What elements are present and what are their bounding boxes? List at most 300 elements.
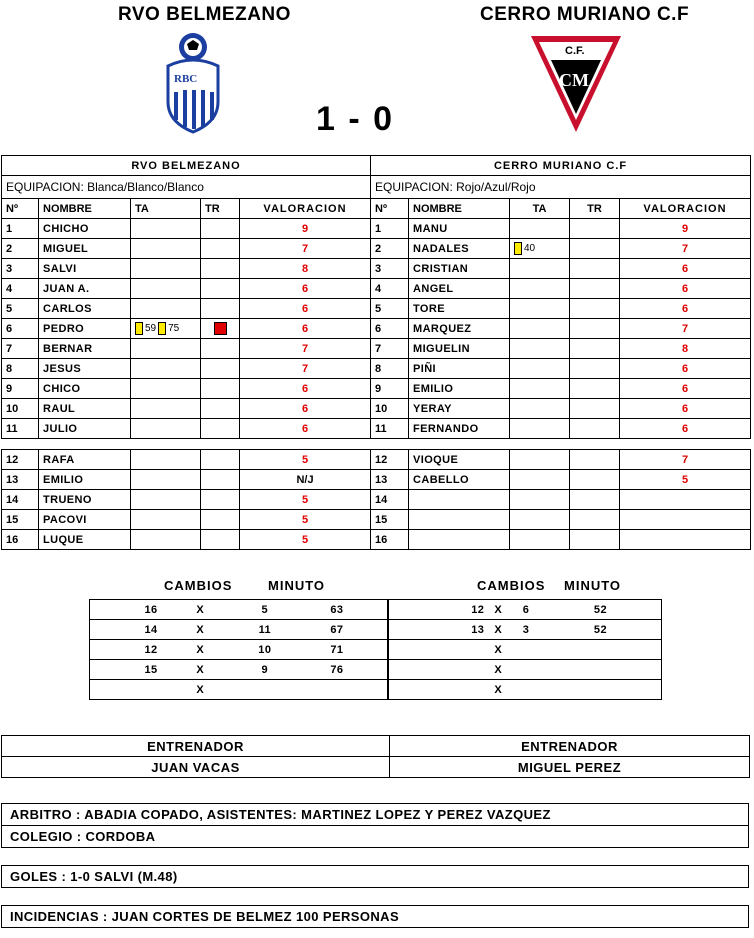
home-starters — [2, 219, 371, 439]
home-changes-label: CAMBIOS — [164, 578, 233, 593]
yellow-cards-cell — [510, 470, 570, 490]
player-number: 7 — [2, 339, 39, 359]
substitution-minute — [287, 684, 387, 696]
red-card-cell — [570, 379, 620, 399]
substitution-cell — [389, 600, 662, 620]
player-number: 10 — [371, 399, 409, 419]
table-row — [371, 359, 751, 379]
table-row — [371, 319, 751, 339]
away-coach-label: ENTRENADOR — [390, 736, 750, 757]
player-rating: 7 — [620, 239, 751, 259]
table-row — [371, 299, 751, 319]
red-card-cell — [201, 450, 240, 470]
player-rating: 6 — [620, 379, 751, 399]
player-rating: 7 — [620, 450, 751, 470]
player-rating: 7 — [240, 339, 371, 359]
red-card-cell — [570, 239, 620, 259]
player-number: 12 — [371, 450, 409, 470]
yellow-cards-cell — [131, 219, 201, 239]
swap-x: X — [494, 603, 503, 616]
yellow-cards-cell — [510, 339, 570, 359]
player-rating: 5 — [620, 470, 751, 490]
red-card-cell — [570, 259, 620, 279]
swap-x: X — [494, 623, 503, 636]
player-in: 5 — [261, 603, 269, 616]
player-name: MANU — [409, 219, 510, 239]
player-name: JESUS — [39, 359, 131, 379]
red-card-cell — [570, 359, 620, 379]
referee-college: COLEGIO : CORDOBA — [1, 825, 749, 848]
player-out — [90, 684, 158, 696]
red-card-cell — [570, 510, 620, 530]
player-rating — [620, 490, 751, 510]
player-name: PACOVI — [39, 510, 131, 530]
player-number: 14 — [2, 490, 39, 510]
substitution-cell — [389, 620, 662, 640]
player-number: 11 — [371, 419, 409, 439]
player-name: TORE — [409, 299, 510, 319]
substitution-minute — [540, 644, 661, 656]
yellow-cards-cell — [510, 419, 570, 439]
yellow-cards-cell — [510, 299, 570, 319]
player-rating: 6 — [240, 319, 371, 339]
table-row — [2, 359, 371, 379]
swap-x: X — [196, 663, 205, 676]
table-row — [371, 399, 751, 419]
substitution-cell — [90, 640, 388, 660]
player-rating: 6 — [620, 419, 751, 439]
yellow-cards-cell — [131, 379, 201, 399]
yellow-cards-cell — [131, 419, 201, 439]
player-out — [389, 684, 484, 696]
player-out: 16 — [144, 603, 158, 616]
player-number: 14 — [371, 490, 409, 510]
table-row — [2, 399, 371, 419]
red-card-cell — [570, 319, 620, 339]
red-card-cell — [570, 299, 620, 319]
red-card-cell — [570, 450, 620, 470]
player-name: EMILIO — [409, 379, 510, 399]
home-kit: EQUIPACION: Blanca/Blanco/Blanco — [2, 176, 371, 199]
player-number: 11 — [2, 419, 39, 439]
substitution-row — [90, 620, 388, 640]
home-crest-initials: RBC — [174, 73, 198, 85]
player-name: TRUENO — [39, 490, 131, 510]
substitution-minute: 52 — [593, 603, 607, 616]
player-number: 16 — [371, 530, 409, 550]
player-number: 13 — [371, 470, 409, 490]
away-team-title: CERRO MURIANO C.F — [480, 4, 690, 25]
yellow-cards-cell — [510, 279, 570, 299]
red-card-cell — [570, 279, 620, 299]
red-card-cell — [201, 379, 240, 399]
substitution-row — [90, 640, 388, 660]
table-row — [371, 530, 751, 550]
player-out: 12 — [471, 603, 485, 616]
substitution-row — [90, 680, 388, 700]
yellow-cards-cell — [131, 279, 201, 299]
substitution-cell — [90, 660, 388, 680]
player-name — [409, 490, 510, 510]
red-card-cell — [201, 299, 240, 319]
player-number: 4 — [2, 279, 39, 299]
player-out: 13 — [471, 623, 485, 636]
red-card-icon — [214, 322, 227, 335]
away-substitutes — [371, 450, 751, 550]
away-changes-label: CAMBIOS — [477, 578, 546, 593]
col-tr: TR — [570, 199, 620, 219]
player-name: ANGEL — [409, 279, 510, 299]
table-row — [2, 530, 371, 550]
away-crest-initials: C.F. — [565, 45, 585, 57]
table-row — [2, 319, 371, 339]
player-number: 1 — [2, 219, 39, 239]
away-lineup-table — [370, 155, 751, 550]
away-coach-name: MIGUEL PEREZ — [390, 757, 750, 778]
yellow-card-icon — [514, 242, 522, 255]
player-number: 3 — [371, 259, 409, 279]
substitution-cell — [90, 680, 388, 700]
table-row — [371, 470, 751, 490]
match-score: 1 - 0 — [316, 100, 395, 138]
player-number: 9 — [2, 379, 39, 399]
player-name: MARQUEZ — [409, 319, 510, 339]
red-card-cell — [201, 359, 240, 379]
player-name: RAFA — [39, 450, 131, 470]
player-rating: 6 — [240, 279, 371, 299]
red-card-cell — [570, 470, 620, 490]
home-lineup-table — [1, 155, 371, 550]
card-minute: 40 — [524, 243, 536, 254]
substitution-minute — [540, 684, 661, 696]
red-card-cell — [570, 419, 620, 439]
col-tr: TR — [201, 199, 240, 219]
table-row — [371, 379, 751, 399]
swap-x: X — [196, 683, 205, 696]
away-crest-monogram: CM — [559, 70, 589, 90]
player-name: BERNAR — [39, 339, 131, 359]
away-crest-logo — [529, 34, 623, 134]
table-row — [2, 299, 371, 319]
col-num: Nº — [371, 199, 409, 219]
player-rating: 6 — [620, 399, 751, 419]
player-number: 6 — [2, 319, 39, 339]
away-starters — [371, 219, 751, 439]
home-coach-name: JUAN VACAS — [2, 757, 390, 778]
player-rating: 6 — [620, 359, 751, 379]
player-out — [389, 664, 484, 676]
substitution-minute: 67 — [330, 623, 344, 636]
col-ta: TA — [131, 199, 201, 219]
player-in: 9 — [261, 663, 269, 676]
yellow-cards-cell — [131, 359, 201, 379]
substitution-cell — [90, 620, 388, 640]
player-rating: 5 — [240, 510, 371, 530]
player-rating: 9 — [240, 219, 371, 239]
yellow-cards-cell — [131, 450, 201, 470]
player-out: 15 — [144, 663, 158, 676]
table-row — [371, 510, 751, 530]
substitution-row — [389, 620, 662, 640]
red-card-cell — [201, 259, 240, 279]
yellow-cards-cell — [510, 359, 570, 379]
table-row — [2, 510, 371, 530]
yellow-card-icon — [158, 322, 166, 335]
home-crest-logo — [160, 30, 226, 134]
player-number: 15 — [2, 510, 39, 530]
player-name: EMILIO — [39, 470, 131, 490]
substitution-minute — [540, 664, 661, 676]
yellow-cards-cell — [131, 299, 201, 319]
table-row — [2, 259, 371, 279]
player-number: 2 — [2, 239, 39, 259]
coaches-table — [1, 735, 750, 778]
col-val: VALORACION — [620, 199, 751, 219]
player-in: 10 — [258, 643, 272, 656]
player-in — [512, 684, 540, 696]
player-number: 3 — [2, 259, 39, 279]
player-name: CABELLO — [409, 470, 510, 490]
player-name — [409, 510, 510, 530]
player-name: CRISTIAN — [409, 259, 510, 279]
table-row — [371, 450, 751, 470]
player-rating: 8 — [240, 259, 371, 279]
yellow-cards-cell — [510, 239, 570, 259]
player-name — [409, 530, 510, 550]
yellow-cards-cell — [131, 510, 201, 530]
red-card-cell — [201, 219, 240, 239]
player-name: NADALES — [409, 239, 510, 259]
col-val: VALORACION — [240, 199, 371, 219]
player-number: 8 — [2, 359, 39, 379]
player-name: CHICHO — [39, 219, 131, 239]
player-rating: 6 — [240, 379, 371, 399]
away-kit: EQUIPACION: Rojo/Azul/Rojo — [371, 176, 751, 199]
red-card-cell — [201, 510, 240, 530]
player-name: PEDRO — [39, 319, 131, 339]
substitution-minute: 76 — [330, 663, 344, 676]
goals-info: GOLES : 1-0 SALVI (M.48) — [1, 865, 749, 888]
substitution-cell — [389, 660, 662, 680]
col-name: NOMBRE — [409, 199, 510, 219]
player-name: YERAY — [409, 399, 510, 419]
player-rating: 5 — [240, 530, 371, 550]
player-number: 8 — [371, 359, 409, 379]
substitution-row — [90, 660, 388, 680]
yellow-cards-cell — [510, 490, 570, 510]
home-team-title: RVO BELMEZANO — [118, 4, 291, 25]
swap-x: X — [196, 643, 205, 656]
player-in: 11 — [258, 623, 272, 636]
substitution-cell — [90, 600, 388, 620]
yellow-cards-cell — [510, 379, 570, 399]
red-card-cell — [201, 399, 240, 419]
player-number: 4 — [371, 279, 409, 299]
red-card-cell — [570, 219, 620, 239]
yellow-cards-cell — [131, 259, 201, 279]
red-card-cell — [570, 490, 620, 510]
player-rating: 6 — [620, 299, 751, 319]
table-row — [2, 450, 371, 470]
player-number: 12 — [2, 450, 39, 470]
player-in — [243, 684, 287, 696]
player-rating: 6 — [240, 419, 371, 439]
home-minute-label: MINUTO — [268, 578, 326, 593]
yellow-cards-cell — [131, 490, 201, 510]
player-rating: 5 — [240, 490, 371, 510]
card-minute: 59 — [145, 323, 157, 334]
yellow-cards-cell — [131, 399, 201, 419]
player-out: 12 — [144, 643, 158, 656]
substitution-cell — [389, 680, 662, 700]
player-name: PIÑI — [409, 359, 510, 379]
red-card-cell — [570, 530, 620, 550]
yellow-cards-cell — [131, 339, 201, 359]
red-card-cell — [570, 339, 620, 359]
swap-x: X — [494, 643, 503, 656]
player-rating: 8 — [620, 339, 751, 359]
player-number: 15 — [371, 510, 409, 530]
red-card-cell — [201, 490, 240, 510]
player-number: 2 — [371, 239, 409, 259]
yellow-cards-cell — [131, 530, 201, 550]
player-rating: 6 — [620, 279, 751, 299]
player-in: 3 — [522, 623, 530, 636]
player-rating: N/J — [240, 470, 371, 490]
player-in — [512, 664, 540, 676]
player-rating: 7 — [240, 239, 371, 259]
red-card-cell — [201, 470, 240, 490]
table-row — [2, 219, 371, 239]
col-name: NOMBRE — [39, 199, 131, 219]
player-out: 14 — [144, 623, 158, 636]
red-card-cell — [201, 319, 240, 339]
substitution-minute: 63 — [330, 603, 344, 616]
table-row — [371, 239, 751, 259]
table-row — [371, 259, 751, 279]
table-row — [371, 419, 751, 439]
table-row — [2, 490, 371, 510]
red-card-cell — [570, 399, 620, 419]
player-rating: 7 — [620, 319, 751, 339]
away-changes-table — [388, 599, 662, 700]
yellow-cards-cell — [510, 319, 570, 339]
player-name: JULIO — [39, 419, 131, 439]
player-rating: 6 — [240, 399, 371, 419]
swap-x: X — [196, 603, 205, 616]
referee-info: ARBITRO : ABADIA COPADO, ASISTENTES: MARTINEZ LOPEZ Y PEREZ VAZQUEZ — [1, 803, 749, 826]
player-number: 7 — [371, 339, 409, 359]
yellow-cards-cell — [131, 319, 201, 339]
red-card-cell — [201, 339, 240, 359]
yellow-cards-cell — [510, 259, 570, 279]
red-card-cell — [201, 239, 240, 259]
table-row — [2, 419, 371, 439]
substitution-row — [389, 680, 662, 700]
player-name: RAUL — [39, 399, 131, 419]
swap-x: X — [494, 663, 503, 676]
table-row — [371, 279, 751, 299]
player-rating — [620, 530, 751, 550]
table-row — [2, 239, 371, 259]
yellow-cards-cell — [131, 239, 201, 259]
player-number: 5 — [2, 299, 39, 319]
player-number: 13 — [2, 470, 39, 490]
away-minute-label: MINUTO — [564, 578, 622, 593]
home-team-header: RVO BELMEZANO — [2, 156, 371, 176]
table-row — [371, 490, 751, 510]
substitution-row — [389, 640, 662, 660]
table-row — [2, 470, 371, 490]
substitution-row — [389, 600, 662, 620]
player-name: FERNANDO — [409, 419, 510, 439]
col-ta: TA — [510, 199, 570, 219]
table-row — [2, 279, 371, 299]
red-card-cell — [201, 530, 240, 550]
swap-x: X — [494, 683, 503, 696]
player-number: 5 — [371, 299, 409, 319]
substitution-cell — [389, 640, 662, 660]
away-team-header: CERRO MURIANO C.F — [371, 156, 751, 176]
player-rating: 9 — [620, 219, 751, 239]
yellow-cards-cell — [510, 450, 570, 470]
home-coach-label: ENTRENADOR — [2, 736, 390, 757]
red-card-cell — [201, 419, 240, 439]
card-minute: 75 — [168, 323, 180, 334]
swap-x: X — [196, 623, 205, 636]
player-out — [389, 644, 484, 656]
player-name: CARLOS — [39, 299, 131, 319]
player-in: 6 — [522, 603, 530, 616]
yellow-cards-cell — [510, 530, 570, 550]
yellow-cards-cell — [510, 219, 570, 239]
home-substitutes — [2, 450, 371, 550]
yellow-cards-cell — [510, 510, 570, 530]
player-rating: 7 — [240, 359, 371, 379]
yellow-cards-cell — [131, 470, 201, 490]
table-row — [2, 379, 371, 399]
red-card-cell — [201, 279, 240, 299]
player-rating: 6 — [620, 259, 751, 279]
yellow-card-icon — [135, 322, 143, 335]
table-row — [371, 219, 751, 239]
home-changes-table — [89, 599, 388, 700]
player-name: LUQUE — [39, 530, 131, 550]
player-in — [512, 644, 540, 656]
player-number: 6 — [371, 319, 409, 339]
player-name: MIGUEL — [39, 239, 131, 259]
player-rating — [620, 510, 751, 530]
player-number: 16 — [2, 530, 39, 550]
substitution-minute: 71 — [330, 643, 344, 656]
col-num: Nº — [2, 199, 39, 219]
player-name: JUAN A. — [39, 279, 131, 299]
substitution-minute: 52 — [593, 623, 607, 636]
incidents-info: INCIDENCIAS : JUAN CORTES DE BELMEZ 100 PERSONAS — [1, 905, 749, 928]
substitution-row — [90, 600, 388, 620]
table-row — [2, 339, 371, 359]
player-rating: 5 — [240, 450, 371, 470]
player-number: 9 — [371, 379, 409, 399]
substitution-row — [389, 660, 662, 680]
player-name: SALVI — [39, 259, 131, 279]
player-name: VIOQUE — [409, 450, 510, 470]
player-name: MIGUELIN — [409, 339, 510, 359]
yellow-cards-cell — [510, 399, 570, 419]
player-number: 10 — [2, 399, 39, 419]
player-name: CHICO — [39, 379, 131, 399]
player-rating: 6 — [240, 299, 371, 319]
